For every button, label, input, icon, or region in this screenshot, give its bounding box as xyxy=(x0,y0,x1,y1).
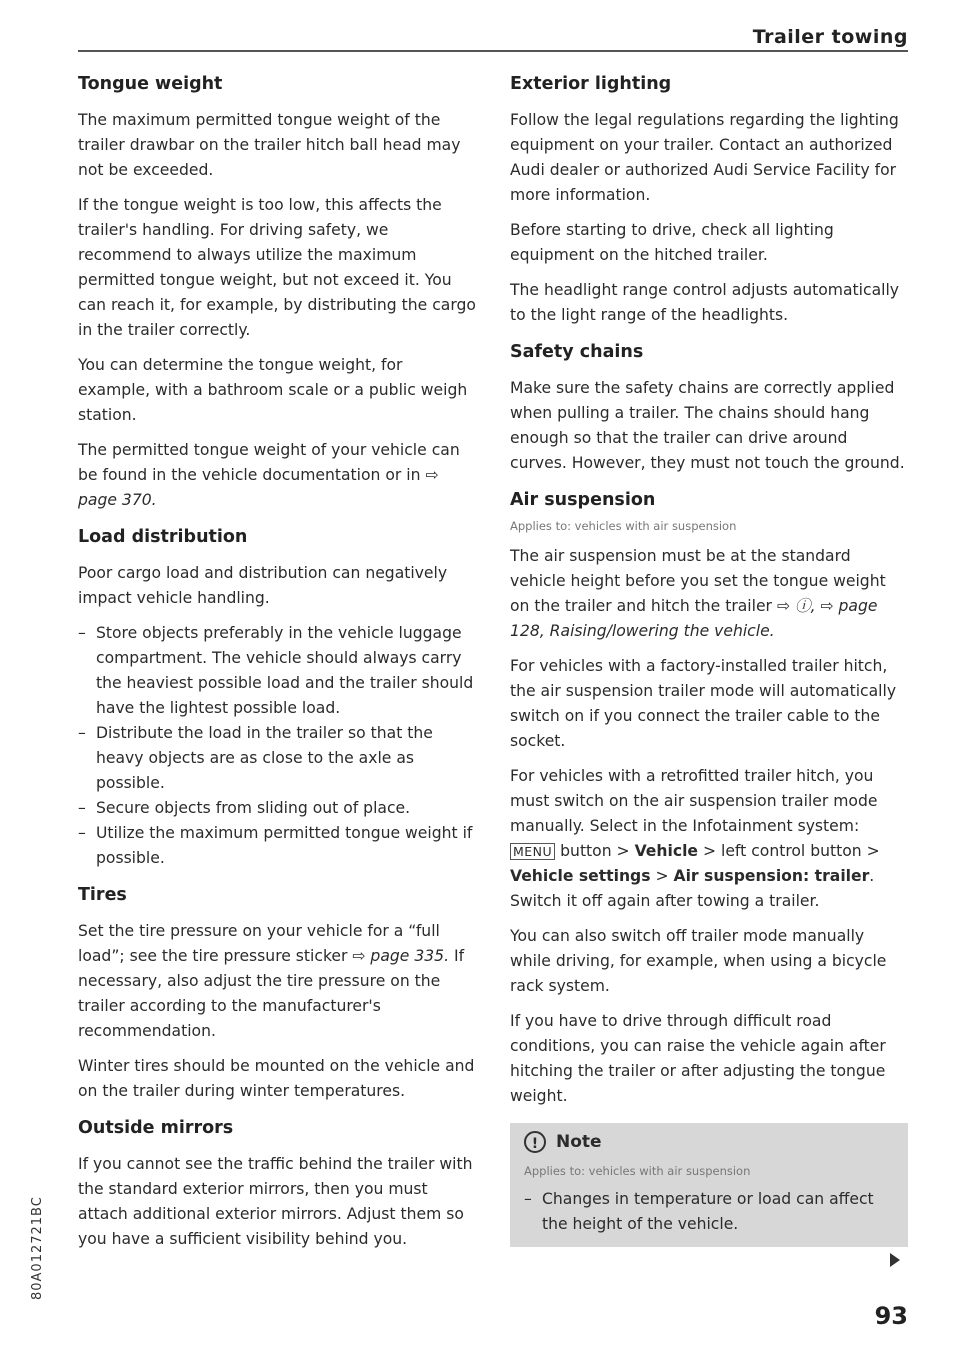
section-heading-exterior-lighting: Exterior lighting xyxy=(510,74,672,94)
caution-circle-icon: ! xyxy=(524,1131,546,1153)
note-list xyxy=(524,1187,896,1237)
exterior-lighting-paragraph-2: Before starting to drive, check all lighting equipment on the hitched trailer. xyxy=(510,221,834,264)
page-128-link[interactable]: ⇨ page 128, Raising/lowering the vehicle. xyxy=(510,597,878,640)
exterior-lighting-paragraph-3: The headlight range control adjusts automatically to the light range of the headlights. xyxy=(510,281,900,324)
document-code: 80A012721BC xyxy=(30,1196,45,1300)
note-link[interactable]: ⇨ ⓘ, xyxy=(776,597,816,615)
air-suspension-paragraph-2: For vehicles with a factory-installed trailer hitch, the air suspension trailer mode will automatically switch on if you connect the trailer cable to the socket. xyxy=(510,657,897,750)
air-suspension-paragraph-4: You can also switch off trailer mode manually while driving, for example, when using a bicycle rack system. xyxy=(510,927,887,995)
tires-p1-pre: Set the tire pressure on your vehicle for a “full load”; see the tire pressure sticker xyxy=(78,922,440,965)
air-suspension-p1-pre: The air suspension must be at the standard vehicle height before you set the tongue weight on the trailer and hitch the trailer xyxy=(510,547,886,615)
safety-chains-paragraph: Make sure the safety chains are correctly applied when pulling a trailer. The chains should hang enough so that the trailer can drive around curves. However, they must not touch the ground. xyxy=(510,379,905,472)
vehicle-settings-label: Vehicle settings xyxy=(510,867,651,885)
air-suspension-p3-button: button > xyxy=(560,842,630,860)
page-370-link[interactable]: ⇨ page 370. xyxy=(78,466,439,509)
page-number: 93 xyxy=(874,1302,908,1330)
running-header: Trailer towing xyxy=(752,26,908,48)
air-suspension-p3-pre: For vehicles with a retrofitted trailer hitch, you must switch on the air suspension trailer mode manually. Select in the Infotainment system: xyxy=(510,767,878,835)
note-header xyxy=(524,1131,896,1153)
left-column xyxy=(78,70,476,1262)
tongue-weight-paragraph-1: The maximum permitted tongue weight of the trailer drawbar on the trailer hitch ball head may not be exceeded. xyxy=(78,111,461,179)
header-rule xyxy=(78,50,908,52)
note-heading: Note xyxy=(556,1132,602,1152)
outside-mirrors-paragraph: If you cannot see the traffic behind the trailer with the standard exterior mirrors, then you must attach additional exterior mirrors. Adjust them so you have a sufficient visibility behind you. xyxy=(78,1155,473,1248)
air-suspension-paragraph-3 xyxy=(510,764,908,914)
tires-paragraph-2: Winter tires should be mounted on the vehicle and on the trailer during winter temperatures. xyxy=(78,1057,475,1100)
air-suspension-p3-gt: > xyxy=(655,867,669,885)
air-suspension-p3-post: . Switch it off again after towing a trailer. xyxy=(510,867,875,910)
continue-arrow-icon xyxy=(890,1253,900,1267)
section-heading-tires: Tires xyxy=(78,885,127,905)
air-suspension-paragraph-5: If you have to drive through difficult road conditions, you can raise the vehicle again after hitching the trailer or after adjusting the tongue weight. xyxy=(510,1012,886,1105)
list-item: – Store objects preferably in the vehicle luggage compartment. The vehicle should always carry the heaviest possible load and the trailer should have the lightest possible load. xyxy=(78,621,476,721)
tires-p1-post: If necessary, also adjust the tire pressure on the trailer according to the manufacturer's recommendation. xyxy=(78,947,465,1040)
section-heading-outside-mirrors: Outside mirrors xyxy=(78,1118,234,1138)
exterior-lighting-paragraph-1: Follow the legal regulations regarding the lighting equipment on your trailer. Contact an authorized Audi dealer or authorized Audi Service Facility for more information. xyxy=(510,111,899,204)
section-heading-tongue-weight: Tongue weight xyxy=(78,74,223,94)
list-item: – Secure objects from sliding out of place. xyxy=(78,796,476,821)
page-335-link[interactable]: ⇨ page 335. xyxy=(352,947,450,965)
section-heading-safety-chains: Safety chains xyxy=(510,342,644,362)
list-item: – Distribute the load in the trailer so that the heavy objects are as close to the axle as possible. xyxy=(78,721,476,796)
right-column xyxy=(510,70,908,1247)
list-item: – Utilize the maximum permitted tongue weight if possible. xyxy=(78,821,476,871)
list-item: – Changes in temperature or load can affect the height of the vehicle. xyxy=(524,1187,896,1237)
tongue-weight-paragraph-3: You can determine the tongue weight, for example, with a bathroom scale or a public weigh station. xyxy=(78,356,468,424)
menu-key-label: MENU xyxy=(510,843,555,860)
tongue-weight-paragraph-4 xyxy=(78,438,476,513)
load-distribution-intro: Poor cargo load and distribution can negatively impact vehicle handling. xyxy=(78,564,448,607)
section-heading-load-distribution: Load distribution xyxy=(78,527,248,547)
section-heading-air-suspension: Air suspension xyxy=(510,490,656,510)
note-box xyxy=(510,1123,908,1247)
air-suspension-trailer-label: Air suspension: trailer xyxy=(673,867,870,885)
tongue-weight-p4-text: The permitted tongue weight of your vehicle can be found in the vehicle documentation or in xyxy=(78,441,460,484)
tires-paragraph-1 xyxy=(78,919,476,1044)
air-suspension-p3-left: > left control button > xyxy=(702,842,880,860)
vehicle-menu-label: Vehicle xyxy=(634,842,698,860)
note-applies: Applies to: vehicles with air suspension xyxy=(524,1164,751,1178)
air-suspension-paragraph-1 xyxy=(510,544,908,644)
tongue-weight-paragraph-2: If the tongue weight is too low, this affects the trailer's handling. For driving safety, we recommend to always utilize the maximum permitted tongue weight, but not exceed it. You can reach it, for example, by distributing the cargo in the trailer correctly. xyxy=(78,196,476,339)
air-suspension-applies: Applies to: vehicles with air suspension xyxy=(510,519,737,533)
load-distribution-list xyxy=(78,621,476,871)
